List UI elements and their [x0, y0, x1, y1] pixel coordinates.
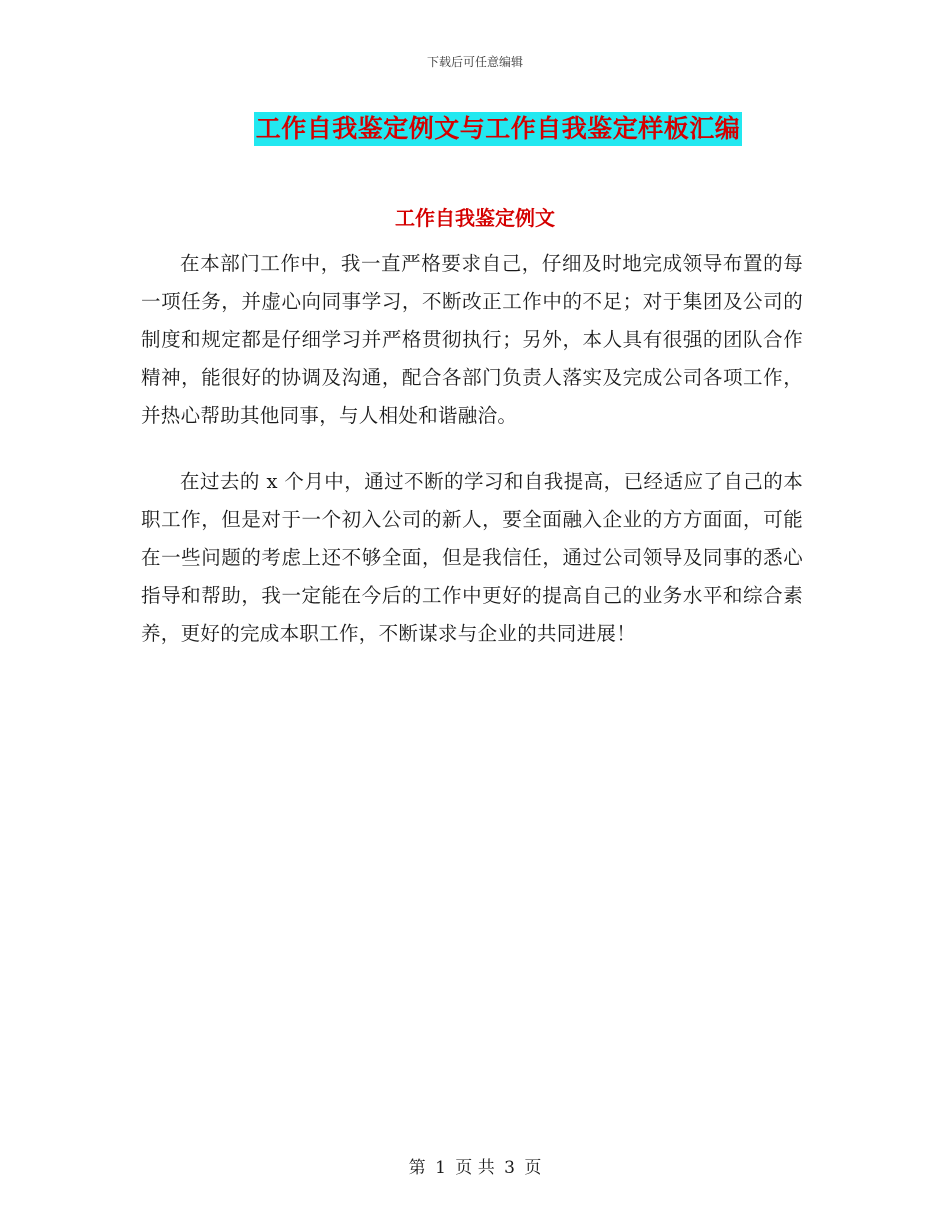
body-paragraph-2: 在过去的 x 个月中，通过不断的学习和自我提高，已经适应了自己的本职工作，但是对于一个初入公司的新人，要全面融入企业的方方面面，可能在一些问题的考虑上还不够全面，但是我信任，通过公司领导及同事的悉心指导和帮助，我一定能在今后的工作中更好的提高自己的业务水平和综合素养，更好的完成本职工作，不断谋求与企业的共同进展！ [141, 470, 803, 645]
page-footer [0, 1153, 950, 1178]
body-paragraph-1: 在本部门工作中，我一直严格要求自己，仔细及时地完成领导布置的每一项任务，并虚心向同事学习，不断改正工作中的不足；对于集团及公司的制度和规定都是仔细学习并严格贯彻执行；另外，本人具有很强的团队合作精神，能很好的协调及沟通，配合各部门负责人落实及完成公司各项工作，并热心帮助其他同事，与人相处和谐融洽。 [141, 252, 803, 427]
main-title-container [0, 112, 950, 146]
section-title: 工作自我鉴定例文 [395, 206, 555, 230]
page-current-number: 1 [435, 1158, 446, 1178]
page-total-number: 3 [504, 1158, 515, 1178]
header-note: 下载后可任意编辑 [426, 55, 523, 69]
main-title: 工作自我鉴定例文与工作自我鉴定样板汇编 [254, 112, 743, 146]
page-label-prefix: 第 [408, 1158, 426, 1178]
page-label-middle: 页 共 [455, 1158, 495, 1178]
page-label-suffix: 页 [524, 1158, 542, 1178]
